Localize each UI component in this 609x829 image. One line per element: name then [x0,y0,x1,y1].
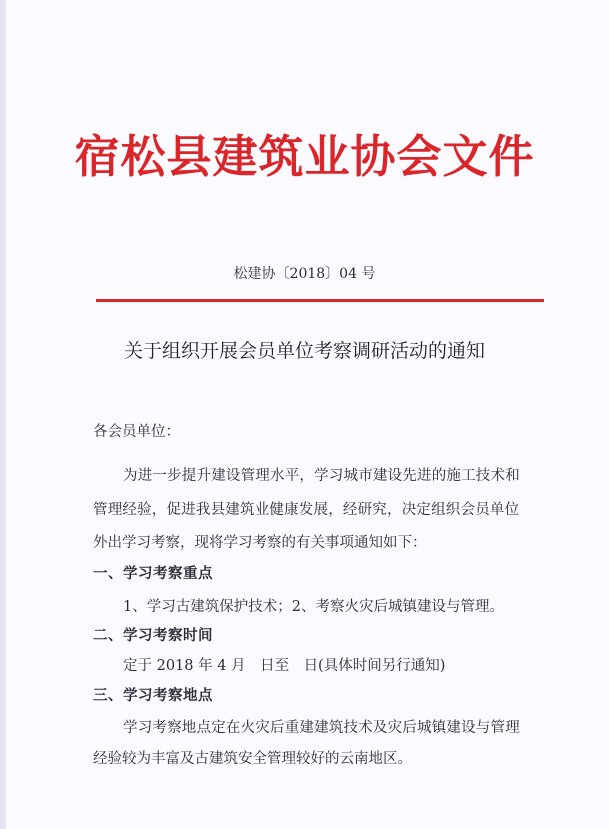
intro-line: 为进一步提升建设管理水平，学习城市建设先进的施工技术和 [123,468,520,484]
section-3-line: 学习考察地点定在火灾后重建建筑技术及灾后城镇建设与管理 [123,720,520,736]
section-3-line: 经验较为丰富及古建筑安全管理较好的云南地区。 [93,751,412,767]
notice-subject: 关于组织开展会员单位考察调研活动的通知 [123,340,485,362]
intro-line: 管理经验，促进我县建筑业健康发展，经研究，决定组织会员单位 [93,502,520,518]
section-2-heading: 二、学习考察时间 [93,627,213,644]
intro-line: 外出学习考察，现将学习考察的有关事项通知如下： [93,535,427,551]
section-1-text: 1、学习古建筑保护技术；2、考察火灾后城镇建设与管理。 [123,599,504,615]
salutation: 各会员单位： [93,424,180,440]
red-divider [96,299,544,302]
section-1-heading: 一、学习考察重点 [93,565,213,582]
section-3-heading: 三、学习考察地点 [93,687,213,704]
org-title: 宿松县建筑业协会文件 [74,130,535,183]
doc-number: 松建协〔2018〕04 号 [233,266,376,282]
section-2-text: 定于 2018 年 4 月 日至 日(具体时间另行通知) [123,658,446,674]
